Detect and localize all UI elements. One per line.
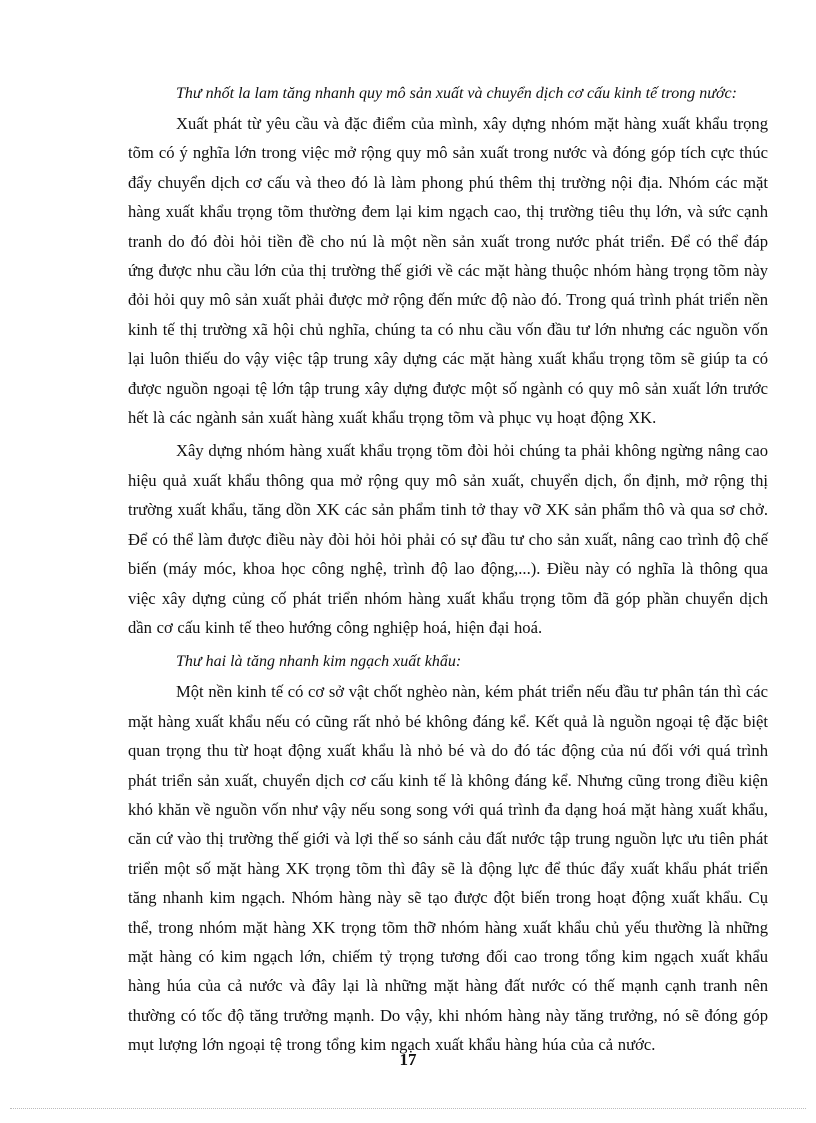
section-heading-first: Thư nhốt la lam tăng nhanh quy mô sản xuất và chuyển dịch cơ cấu kinh tế trong nước:: [176, 85, 737, 102]
page-content: [128, 78, 768, 1064]
paragraph-export-turnover: Một nền kinh tế có cơ sở vật chốt nghèo nàn, kém phát triển nếu đầu tư phân tán thì các mặt hàng xuất khẩu nếu có cũng rất nhỏ bé không đáng kể. Kết quả là nguồn ngoại tệ đặc biệt quan trọng thu từ hoạt động xuất khẩu là nhỏ bé và do đó tác động của nú đối với quá trình phát triển sản xuất, chuyển dịch cơ cấu kinh tế là không đáng kể. Nhưng cũng trong điều kiện khó khăn về nguồn vốn như vậy nếu song song với quá trình đa dạng hoá mặt hàng xuất khẩu, căn cứ vào thị trường thế giới và lợi thế so sánh cảu đất nước tập trung nguồn lực ưu tiên phát triển một số mặt hàng XK trọng tõm thì đây sẽ là động lực để thúc đẩy xuất khẩu phát triển tăng nhanh kim ngạch. Nhóm hàng này sẽ tạo được đột biến trong hoạt động xuất khẩu. Cụ thể, trong nhóm mặt hàng XK trọng tõm thỡ nhóm hàng xuất khẩu chủ yếu thường là những mặt hàng có kim ngạch lớn, chiếm tỷ trọng tương đối cao trong tổng kim ngạch xuất khẩu hàng húa của cả nước và đây lại là những mặt hàng đất nước có thế mạnh cạnh tranh nên thường có tốc độ tăng trưởng mạnh. Do vậy, khi nhóm hàng này tăng trưởng, nó sẽ đóng góp mụt lượng lớn ngoại tệ trong tổng kim ngạch xuất khẩu hàng húa của cả nước.: [128, 682, 768, 1055]
page-bottom-divider: [10, 1108, 806, 1109]
section-heading-second: Thư hai là tăng nhanh kim ngạch xuất khẩu:: [176, 653, 462, 671]
paragraph-export-efficiency: Xây dựng nhóm hàng xuất khẩu trọng tõm đòi hỏi chúng ta phải không ngừng nâng cao hiệu quả xuất khẩu thông qua mở rộng quy mô sản xuất, chuyển dịch, ổn định, mở rộng thị trường xuất khẩu, tăng dồn XK các sản phẩm tinh tở thay vỡ XK sản phẩm thô và qua sơ chở. Để có thể làm được điều này đòi hỏi hỏi phải có sự đầu tư cho sản xuất, nâng cao trình độ chế biến (máy móc, khoa học công nghệ, trình độ lao động,...). Điều này có nghĩa là thông qua việc xây dựng củng cố phát triển nhóm hàng xuất khẩu trọng tõm đã góp phần chuyển dịch dần cơ cấu kinh tế theo hướng công nghiệp hoá, hiện đại hoá.: [128, 441, 768, 637]
paragraph-production-scale: Xuất phát từ yêu cầu và đặc điểm của mình, xây dựng nhóm mặt hàng xuất khẩu trọng tõm có ý nghĩa lớn trong việc mở rộng quy mô sản xuất trong nước và đóng góp tích cực thúc đẩy chuyển dịch cơ cấu và theo đó là làm phong phú thêm thị trường nội địa. Nhóm các mặt hàng xuất khẩu trọng tõm thường đem lại kim ngạch cao, thị trường tiêu thụ lớn, và sức cạnh tranh do đó đòi hỏi tiền đề cho nú là một nền sản xuất trong nước phát triển. Để có thể đáp ứng được nhu cầu lớn của thị trường thế giới về các mặt hàng thuộc nhóm hàng trọng tõm này đỏi hỏi quy mô sản xuất phải được mở rộng đến mức độ nào đó. Trong quá trình phát triển nền kinh tế thị trường xã hội chủ nghĩa, chúng ta có nhu cầu vốn đầu tư lớn nhưng các nguồn vốn lại luôn thiếu do vậy việc tập trung xây dựng các mặt hàng xuất khẩu trọng tõm sẽ giúp ta có được nguồn ngoại tệ lớn tập trung xây dựng được một số ngành có quy mô sản xuất lớn trước hết là các ngành sản xuất hàng xuất khẩu trọng tõm và phục vụ hoạt động XK.: [128, 114, 768, 428]
page-number: 17: [399, 1050, 417, 1069]
